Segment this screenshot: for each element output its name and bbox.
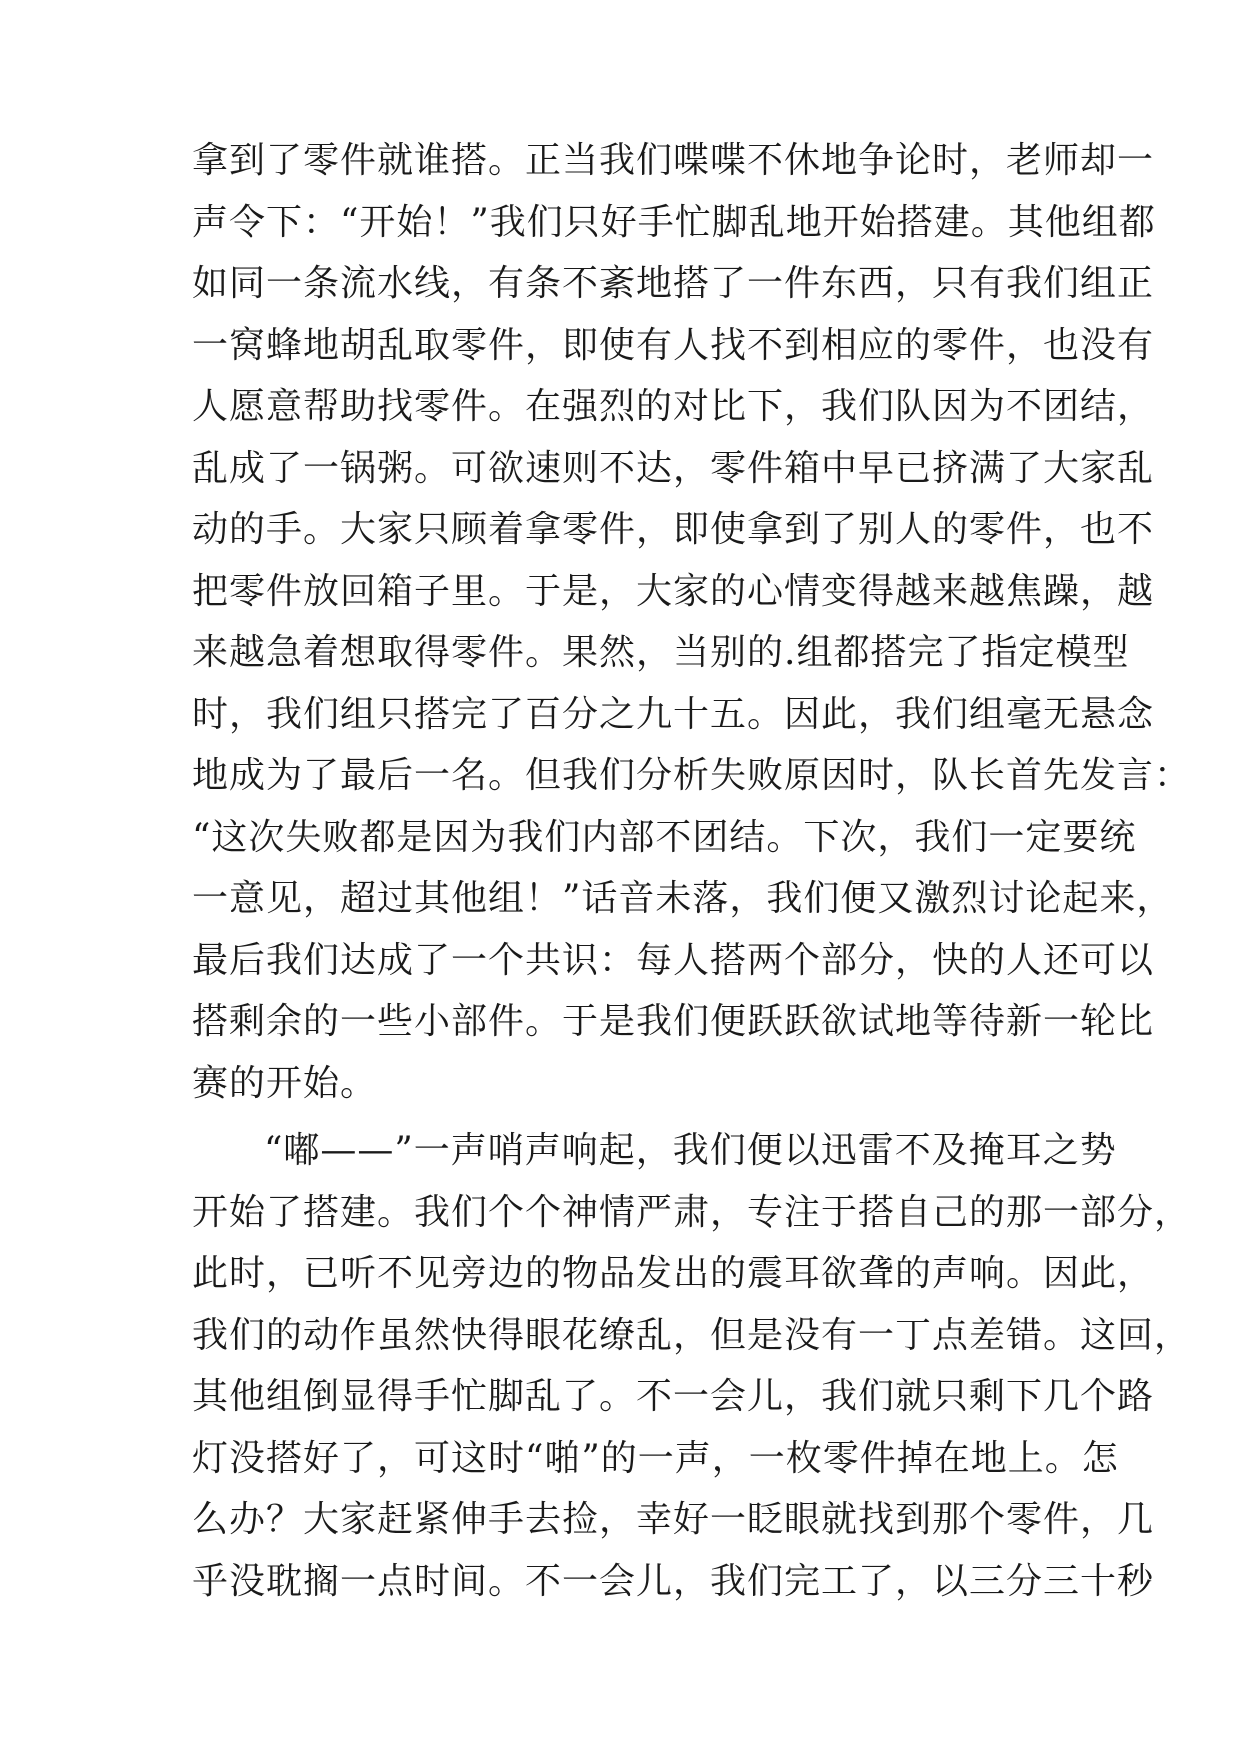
text-line: “嘟——”一声哨声响起，我们便以迅雷不及掩耳之势 xyxy=(264,1130,1117,1171)
text-line: 搭剩余的一些小部件。于是我们便跃跃欲试地等待新一轮比 xyxy=(192,1001,1155,1042)
text-line: 灯没搭好了，可这时“啪”的一声，一枚零件掉在地上。怎 xyxy=(192,1437,1119,1479)
text-line: 人愿意帮助找零件。在强烈的对比下，我们队因为不团结， xyxy=(192,386,1155,427)
text-line: 声令下：“开始！”我们只好手忙脚乱地开始搭建。其他组都 xyxy=(192,201,1156,243)
text-line: 把零件放回箱子里。于是，大家的心情变得越来越焦躁，越 xyxy=(192,570,1155,612)
text-line: 么办？大家赶紧伸手去捡，幸好一眨眼就找到那个零件，几 xyxy=(192,1499,1155,1540)
text-line: 开始了搭建。我们个个神情严肃，专注于搭自己的那一部分， xyxy=(192,1191,1192,1233)
text-line: 动的手。大家只顾着拿零件，即使拿到了别人的零件，也不 xyxy=(192,509,1155,550)
text-line: 其他组倒显得手忙脚乱了。不一会儿，我们就只剩下几个路 xyxy=(192,1376,1155,1417)
text-line: 拿到了零件就谁搭。正当我们喋喋不休地争论时，老师却一 xyxy=(192,140,1155,181)
paragraph-2 xyxy=(192,1120,1192,1612)
text-line: 我们的动作虽然快得眼花缭乱，但是没有一丁点差错。这回， xyxy=(192,1314,1192,1356)
text-line: 如同一条流水线，有条不紊地搭了一件东西，只有我们组正 xyxy=(192,263,1155,304)
paragraph-1 xyxy=(192,130,1192,1114)
text-line: 乱成了一锅粥。可欲速则不达，零件箱中早已挤满了大家乱 xyxy=(192,447,1155,489)
document-body xyxy=(192,130,1192,1612)
text-line: 最后我们达成了一个共识：每人搭两个部分，快的人还可以 xyxy=(192,939,1155,981)
text-line: 赛的开始。 xyxy=(192,1062,378,1104)
text-line: 时，我们组只搭完了百分之九十五。因此，我们组毫无悬念 xyxy=(192,693,1155,735)
text-line: 一窝蜂地胡乱取零件，即使有人找不到相应的零件，也没有 xyxy=(192,324,1155,366)
text-line: 乎没耽搁一点时间。不一会儿，我们完工了，以三分三十秒 xyxy=(192,1560,1155,1602)
text-line: 一意见，超过其他组！”话音未落，我们便又激烈讨论起来， xyxy=(192,878,1174,919)
text-line: 此时，已听不见旁边的物品发出的震耳欲聋的声响。因此， xyxy=(192,1253,1155,1294)
text-line: 来越急着想取得零件。果然，当别的.组都搭完了指定模型 xyxy=(192,632,1130,673)
text-line: “这次失败都是因为我们内部不团结。下次，我们一定要统 xyxy=(192,816,1137,858)
text-line: 地成为了最后一名。但我们分析失败原因时，队长首先发言： xyxy=(192,755,1192,796)
